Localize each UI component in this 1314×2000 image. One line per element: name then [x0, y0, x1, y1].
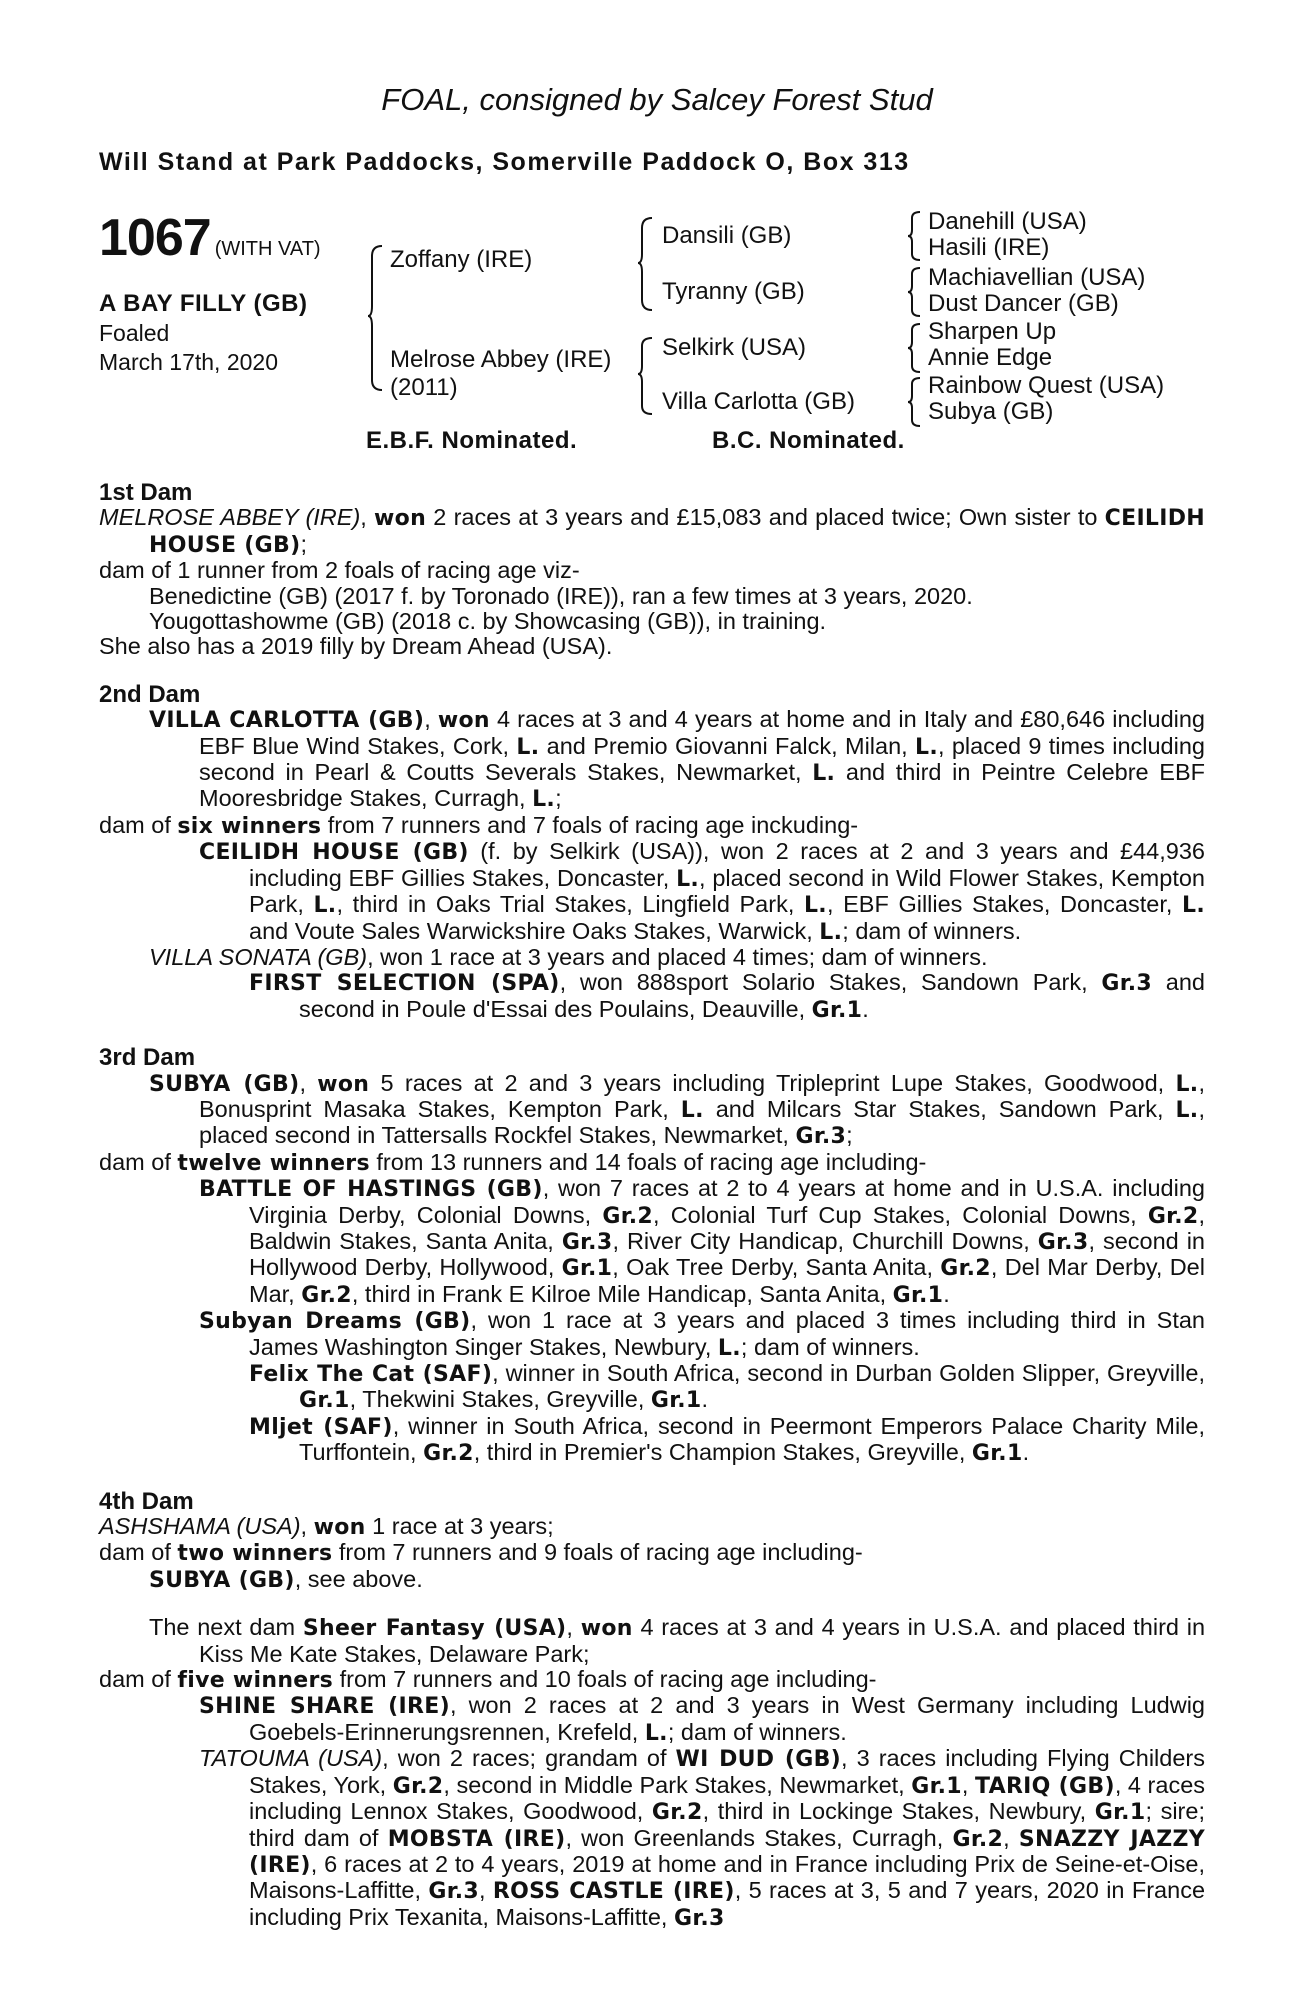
fourth-dam-dam-of: dam of two winners from 7 runners and 9 foals of racing age including- — [99, 1539, 863, 1567]
produce-shine-share: SHINE SHARE (IRE), won 2 races at 2 and 3 years in West Germany including Ludwig Goebels-Erinnerungsrennen, Krefeld, L.; dam of winners. — [199, 1692, 1205, 1746]
next-dam-dam-of: dam of five winners from 7 runners and 10 foals of racing age including- — [99, 1666, 877, 1694]
produce-tatouma: TATOUMA (USA), won 2 races; grandam of WI DUD (GB), 3 races including Flying Childers Stakes, York, Gr.2, second in Middle Park Stakes, Newmarket, Gr.1, TARIQ (GB), 4 races including Lennox Stakes, Goodwood, Gr.2, third in Lockinge Stakes, Newbury, Gr.1; sire; third dam of MOBSTA (IRE), won Greenlands Stakes, Curragh, Gr.2, SNAZZY JAZZY (IRE), 6 races at 2 to 4 years, 2019 at home and in France including Prix de Seine-et-Oise, Maisons-Laffitte, Gr.3, ROSS CASTLE (IRE), 5 races at 3, 5 and 7 years, 2020 in France including Prix Texanita, Maisons-Laffitte, Gr.3 — [199, 1745, 1206, 1931]
pedigree-brace-g34 — [906, 266, 924, 318]
pedigree-sire-sire: Dansili (GB) — [662, 222, 792, 249]
produce-subya: SUBYA (GB), see above. — [149, 1565, 423, 1593]
lot-number: 1067 — [99, 209, 211, 267]
produce-battle-of-hastings: BATTLE OF HASTINGS (GB), won 7 races at 2 to 4 years at home and in U.S.A. including Virginia Derby, Colonial Downs, Gr.2, Colonial Turf Cup Stakes, Colonial Downs, Gr.2, Baldwin Stakes, Santa Anita, Gr.3, River City Handicap, Churchill Downs, Gr.3, second in Hollywood Derby, Hollywood, Gr.1, Oak Tree Derby, Santa Anita, Gr.2, Del Mar Derby, Del Mar, Gr.2, third in Frank E Kilroe Mile Handicap, Santa Anita, Gr.1. — [199, 1175, 1206, 1308]
produce-ceilidh-house: CEILIDH HOUSE (GB) (f. by Selkirk (USA)), won 2 races at 2 and 3 years and £44,936 including EBF Gillies Stakes, Doncaster, L., placed second in Wild Flower Stakes, Kempton Park, L., third in Oaks Trial Stakes, Lingfield Park, L., EBF Gillies Stakes, Doncaster, L. and Voute Sales Warwickshire Oaks Stakes, Warwick, L.; dam of winners. — [199, 838, 1205, 945]
stand-location-line: Will Stand at Park Paddocks, Somerville Paddock O, Box 313 — [99, 148, 910, 176]
pedigree-brace-dam — [636, 336, 656, 416]
third-dam-dam-of: dam of twelve winners from 13 runners and 14 foals of racing age including- — [99, 1148, 927, 1176]
lot-vat-note: (WITH VAT) — [214, 238, 321, 260]
foaled-label: Foaled — [99, 320, 170, 346]
fourth-dam-record: ASHSHAMA (USA), won 1 race at 3 years; — [99, 1513, 554, 1541]
produce-record — [99, 480, 1205, 1931]
pedigree-g1: Danehill (USA) — [928, 208, 1087, 235]
first-dam-dam-of: dam of 1 runner from 2 foals of racing age viz- — [99, 557, 580, 584]
won-label: won — [374, 506, 427, 532]
third-dam-record: SUBYA (GB), won 5 races at 2 and 3 years including Tripleprint Lupe Stakes, Goodwood, L., Bonusprint Masaka Stakes, Kempton Park, L. and Milcars Star Stakes, Sandown Park, L., placed second in Tattersalls Rockfel Stakes, Newmarket, Gr.3; — [149, 1069, 1205, 1150]
produce-subyan-dreams: Subyan Dreams (GB), won 1 race at 3 years and placed 3 times including third in Stan James Washington Singer Stakes, Newbury, L.; dam of winners. — [199, 1307, 1205, 1361]
pedigree-brace-g56 — [906, 322, 924, 374]
foal-consignor-title: FOAL, consigned by Salcey Forest Stud — [381, 82, 933, 117]
second-dam-name: VILLA CARLOTTA (GB) — [149, 708, 425, 734]
pedigree-brace-sire — [636, 216, 656, 312]
pedigree-brace-main — [366, 244, 386, 394]
pedigree-g4: Dust Dancer (GB) — [928, 290, 1119, 317]
fourth-dam-name: ASHSHAMA (USA) — [99, 1513, 301, 1540]
lot-name: A BAY FILLY (GB) — [99, 290, 308, 317]
pedigree-dam-dam: Villa Carlotta (GB) — [662, 388, 855, 415]
produce-first-selection: FIRST SELECTION (SPA), won 888sport Solario Stakes, Sandown Park, Gr.3 and second in Poule d'Essai des Poulains, Deauville, Gr.1. — [249, 969, 1205, 1023]
pedigree-dam-name: Melrose Abbey (IRE) — [390, 346, 612, 373]
produce-line: Yougottashowme (GB) (2018 c. by Showcasing (GB)), in training. — [149, 608, 827, 635]
next-dam-name: Sheer Fantasy (USA) — [302, 1616, 567, 1642]
pedigree-sire: Zoffany (IRE) — [390, 246, 533, 273]
pedigree-g6: Annie Edge — [928, 344, 1053, 371]
pedigree-g7: Rainbow Quest (USA) — [928, 372, 1165, 399]
pedigree-brace-g12 — [906, 210, 924, 262]
own-sister-name: CEILIDH HOUSE (GB) — [149, 506, 1206, 558]
bc-nominated: B.C. Nominated. — [712, 427, 905, 454]
produce-felix-the-cat: Felix The Cat (SAF), winner in South Africa, second in Durban Golden Slipper, Greyville, Gr.1, Thekwini Stakes, Greyville, Gr.1. — [249, 1360, 1205, 1414]
second-dam-heading: 2nd Dam — [99, 680, 201, 708]
produce-line: She also has a 2019 filly by Dream Ahead (USA). — [99, 633, 613, 660]
second-dam-record: VILLA CARLOTTA (GB), won 4 races at 3 and 4 years at home and in Italy and £80,646 including EBF Blue Wind Stakes, Cork, L. and Premio Giovanni Falck, Milan, L., placed 9 times including second in Pearl & Coutts Severals Stakes, Newmarket, L. and third in Peintre Celebre EBF Mooresbridge Stakes, Curragh, L.; — [149, 706, 1205, 813]
produce-line: Benedictine (GB) (2017 f. by Toronado (IRE)), ran a few times at 3 years, 2020. — [149, 582, 973, 609]
pedigree-g3: Machiavellian (USA) — [928, 264, 1146, 291]
produce-mljet: Mljet (SAF), winner in South Africa, second in Peermont Emperors Palace Charity Mile, Turffontein, Gr.2, third in Premier's Champion Stakes, Greyville, Gr.1. — [249, 1412, 1205, 1467]
pedigree-g5: Sharpen Up — [928, 318, 1057, 345]
foaled-date: March 17th, 2020 — [99, 349, 279, 375]
first-dam-name: MELROSE ABBEY (IRE) — [99, 504, 361, 531]
pedigree-sire-dam: Tyranny (GB) — [662, 278, 805, 305]
ebf-nominated: E.B.F. Nominated. — [366, 427, 578, 454]
first-dam-heading: 1st Dam — [99, 479, 193, 506]
produce-villa-sonata: VILLA SONATA (GB), won 1 race at 3 years and placed 4 times; dam of winners. — [149, 943, 988, 970]
pedigree-brace-g78 — [906, 376, 924, 428]
first-dam-record: MELROSE ABBEY (IRE), won 2 races at 3 years and £15,083 and placed twice; Own sister to CEILIDH HOUSE (GB); — [99, 504, 1206, 558]
next-dam-record: The next dam Sheer Fantasy (USA), won 4 races at 3 and 4 years in U.S.A. and placed third in Kiss Me Kate Stakes, Delaware Park; — [149, 1614, 1206, 1667]
pedigree-dam-year: (2011) — [390, 374, 458, 401]
second-dam-dam-of: dam of six winners from 7 runners and 7 foals of racing age inckuding- — [99, 811, 859, 839]
pedigree-g2: Hasili (IRE) — [928, 234, 1050, 261]
pedigree-dam-sire: Selkirk (USA) — [662, 334, 807, 361]
fourth-dam-heading: 4th Dam — [99, 1487, 194, 1515]
lot-info — [99, 208, 359, 376]
third-dam-name: SUBYA (GB) — [149, 1071, 300, 1097]
pedigree-g8: Subya (GB) — [928, 398, 1054, 425]
third-dam-heading: 3rd Dam — [99, 1044, 196, 1072]
